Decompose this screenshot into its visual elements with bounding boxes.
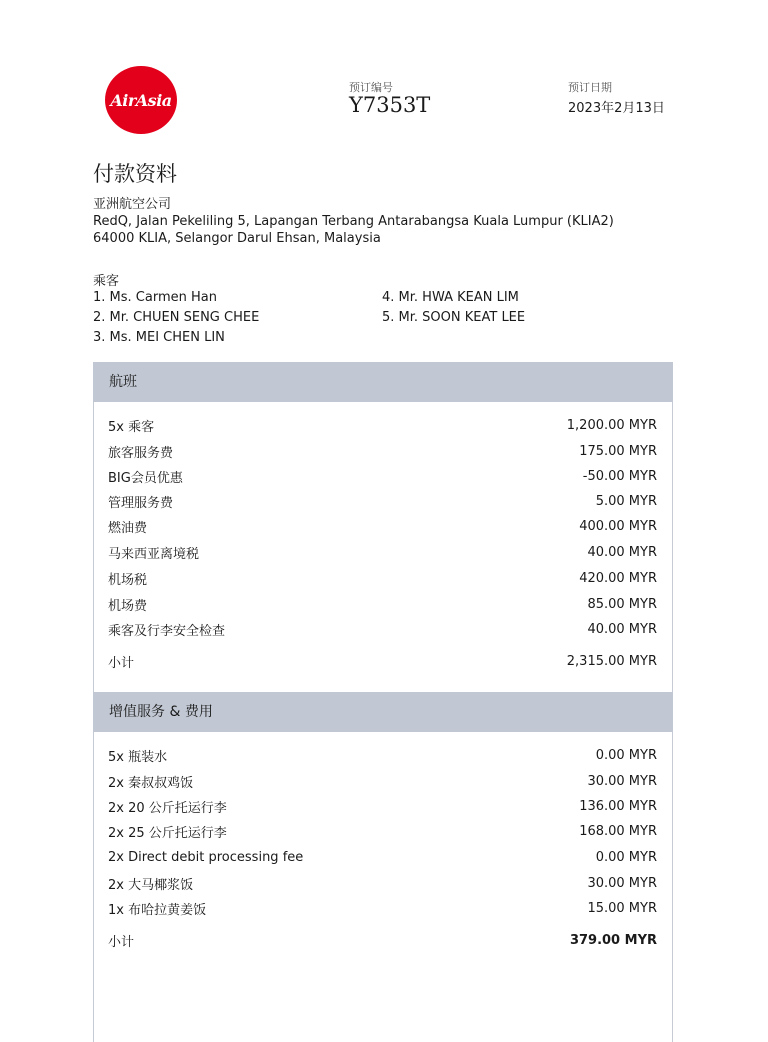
fee-amount: 40.00 MYR (587, 544, 657, 560)
fee-row (108, 516, 657, 536)
fee-row (108, 796, 657, 816)
booking-date: 2023年2月13日 (568, 101, 665, 116)
fee-label: 2x 20 公斤托运行李 (108, 800, 227, 816)
fee-row (108, 771, 657, 791)
fee-amount: 15.00 MYR (587, 900, 657, 916)
fee-label: 乘客及行李安全检查 (108, 623, 226, 639)
fee-label: 1x 布哈拉黄姜饭 (108, 902, 207, 918)
booking-number: Y7353T (349, 93, 431, 117)
passengers-heading: 乘客 (93, 274, 120, 289)
fee-row (108, 491, 657, 511)
subtotal-label: 小计 (108, 655, 135, 671)
fee-amount: 30.00 MYR (587, 875, 657, 891)
subtotal-amount: 379.00 MYR (569, 932, 657, 948)
fee-label: 5x 瓶装水 (108, 749, 168, 765)
airasia-logo (105, 66, 177, 134)
passenger-item: 5. Mr. SOON KEAT LEE (382, 310, 526, 325)
passenger-item: 1. Ms. Carmen Han (93, 290, 217, 305)
fee-label: 管理服务费 (108, 495, 174, 511)
subtotal-row (108, 651, 657, 671)
fee-amount: -50.00 MYR (582, 468, 657, 484)
fee-label: 旅客服务费 (108, 445, 174, 461)
fee-row (108, 847, 657, 867)
booking-number-label: 预订编号 (349, 81, 393, 94)
fee-amount: 136.00 MYR (579, 798, 657, 814)
booking-date-label: 预订日期 (568, 81, 612, 94)
fee-amount: 420.00 MYR (579, 570, 657, 586)
fee-amount: 0.00 MYR (595, 849, 657, 865)
fee-label: 机场费 (108, 598, 148, 614)
fee-row (108, 415, 657, 435)
fee-amount: 5.00 MYR (595, 493, 657, 509)
subtotal-label: 小计 (108, 934, 135, 950)
addons-section-heading: 增值服务 & 费用 (93, 692, 673, 732)
fee-label: 马来西亚离境税 (108, 546, 200, 562)
fee-label: 2x 25 公斤托运行李 (108, 825, 227, 841)
fee-row (108, 873, 657, 893)
fee-amount: 85.00 MYR (587, 596, 657, 612)
fee-label: BIG会员优惠 (108, 470, 183, 486)
fee-amount: 40.00 MYR (587, 621, 657, 637)
fee-row (108, 619, 657, 639)
fee-label: 5x 乘客 (108, 419, 155, 435)
fee-amount: 175.00 MYR (579, 443, 657, 459)
page-title: 付款资料 (93, 162, 177, 186)
fee-label: 2x 秦叔叔鸡饭 (108, 775, 194, 791)
fee-amount: 30.00 MYR (587, 773, 657, 789)
fee-row (108, 898, 657, 918)
logo-text: AirAsia (110, 90, 172, 110)
fee-label: 机场税 (108, 572, 148, 588)
fee-row (108, 821, 657, 841)
company-name: 亚洲航空公司 (93, 197, 172, 212)
passenger-item: 2. Mr. CHUEN SENG CHEE (93, 310, 260, 325)
fee-label: 燃油费 (108, 520, 148, 536)
subtotal-row (108, 930, 657, 950)
fee-amount: 0.00 MYR (595, 747, 657, 763)
fee-amount: 1,200.00 MYR (566, 417, 657, 433)
passenger-item: 4. Mr. HWA KEAN LIM (382, 290, 519, 305)
company-address: RedQ, Jalan Pekeliling 5, Lapangan Terbang Antarabangsa Kuala Lumpur (KLIA2) 64000 KLIA, Selangor Darul Ehsan, Malaysia (93, 214, 614, 246)
flight-section-heading: 航班 (93, 362, 673, 402)
fee-row (108, 441, 657, 461)
fee-label: 2x Direct debit processing fee (108, 849, 304, 865)
fee-row (108, 568, 657, 588)
passenger-item: 3. Ms. MEI CHEN LIN (93, 330, 225, 345)
fee-row (108, 594, 657, 614)
fee-row (108, 466, 657, 486)
fee-label: 2x 大马椰浆饭 (108, 877, 194, 893)
fee-amount: 400.00 MYR (579, 518, 657, 534)
subtotal-amount: 2,315.00 MYR (566, 653, 657, 669)
fee-amount: 168.00 MYR (579, 823, 657, 839)
fee-row (108, 542, 657, 562)
fee-row (108, 745, 657, 765)
